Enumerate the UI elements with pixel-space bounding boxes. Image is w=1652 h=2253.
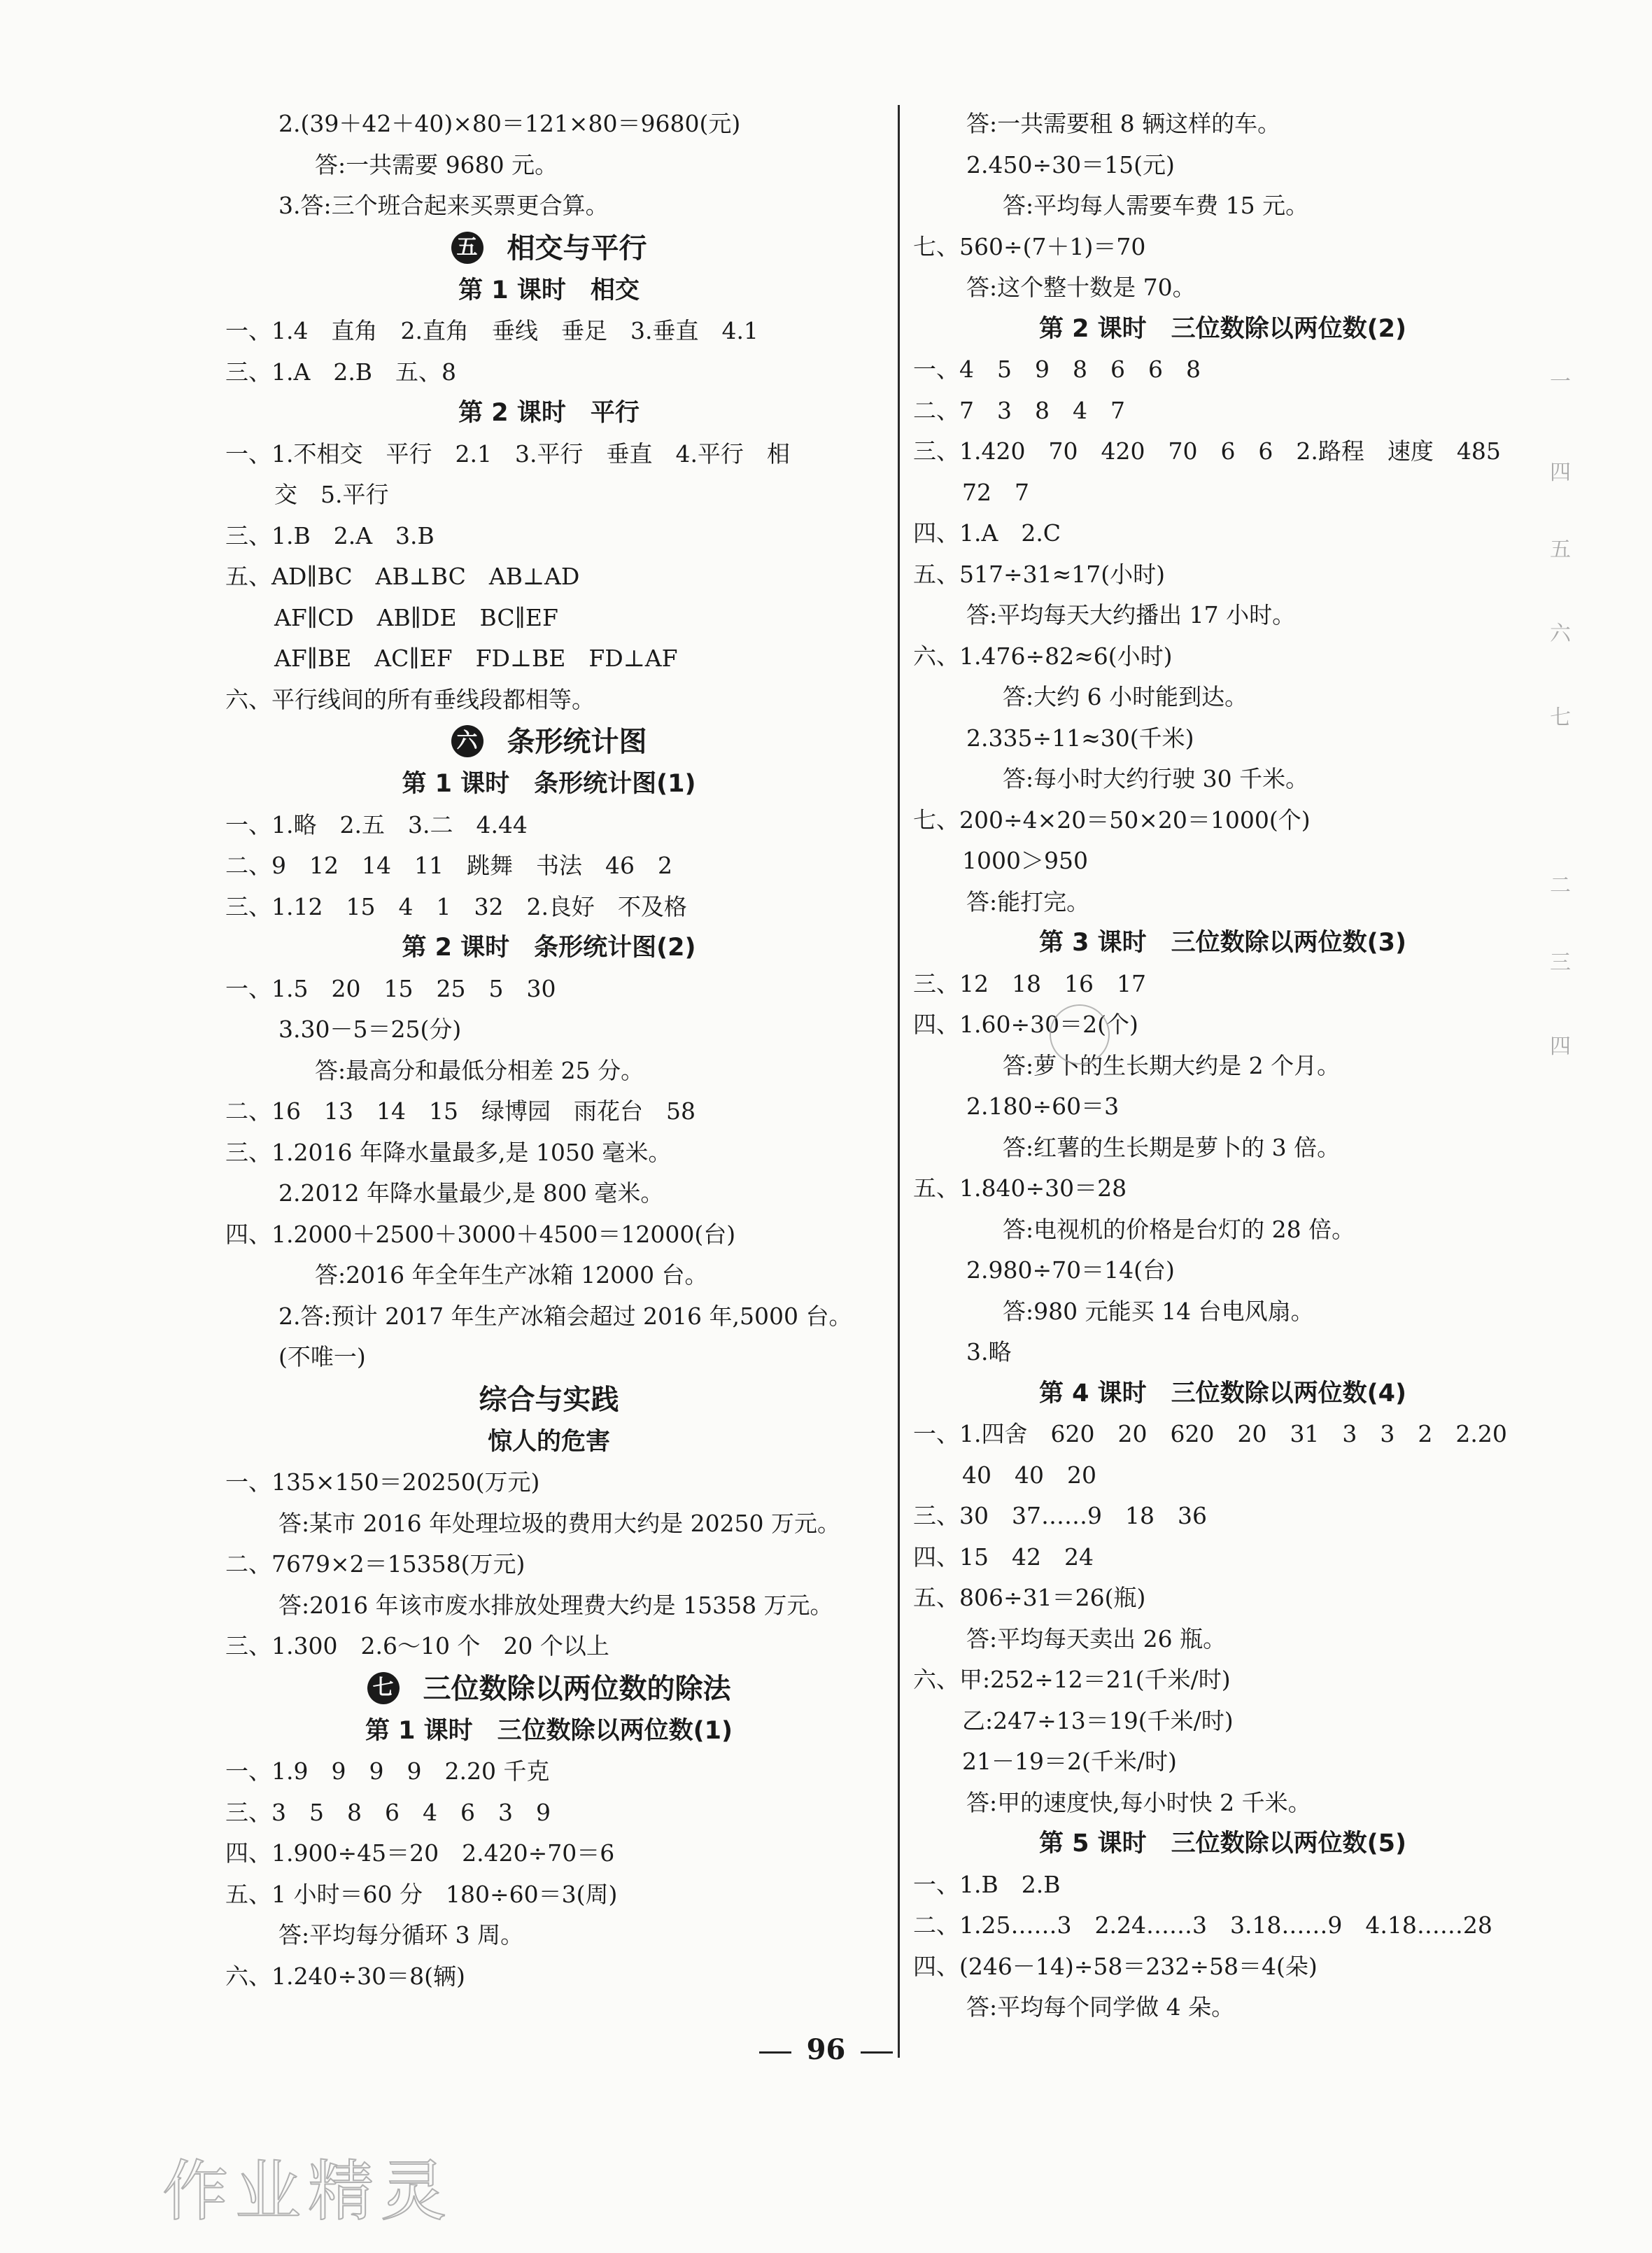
answer-line: 六、1.240÷30＝8(辆) bbox=[225, 1962, 465, 1990]
answer-line: 答:每小时大约行驶 30 千米。 bbox=[1003, 765, 1309, 792]
answer-line: 五、517÷31≈17(小时) bbox=[913, 560, 1166, 588]
section-heading bbox=[225, 1667, 873, 1711]
answer-line: 一、1.4 直角 2.直角 垂线 垂足 3.垂直 4.1 bbox=[225, 317, 758, 344]
lesson-heading: 第 2 课时 平行 bbox=[458, 399, 640, 427]
page-number-dash-left bbox=[759, 2051, 791, 2054]
answer-line: 答:2016 年该市废水排放处理费大约是 15358 万元。 bbox=[278, 1591, 833, 1619]
answer-line: 一、1.四舍 620 20 620 20 31 3 3 2 2.20 bbox=[913, 1420, 1507, 1447]
answer-line: 三、1.300 2.6～10 个 20 个以上 bbox=[225, 1632, 609, 1659]
answer-line: 三、3 5 8 6 4 6 3 9 bbox=[225, 1798, 551, 1826]
watermark-stamp bbox=[1050, 1004, 1110, 1065]
lesson-heading: 惊人的危害 bbox=[487, 1427, 610, 1456]
answer-line: 三、1.12 15 4 1 32 2.良好 不及格 bbox=[225, 892, 687, 920]
answer-line: 1000＞950 bbox=[962, 847, 1088, 874]
answer-line: 六、1.476÷82≈6(小时) bbox=[913, 642, 1173, 670]
answer-line: AF∥BE AC∥EF FD⊥BE FD⊥AF bbox=[274, 645, 678, 672]
left-column bbox=[225, 104, 873, 1997]
margin-mark: 四 bbox=[1550, 1034, 1571, 1059]
section-number-badge: 六 bbox=[451, 725, 483, 757]
answer-line: 答:甲的速度快,每小时快 2 千米。 bbox=[966, 1788, 1311, 1816]
answer-line: 答:平均每分循环 3 周。 bbox=[278, 1921, 524, 1949]
answer-line: 交 5.平行 bbox=[274, 481, 389, 508]
answer-line: 四、1.A 2.C bbox=[913, 519, 1061, 547]
answer-line: 乙:247÷13＝19(千米/时) bbox=[962, 1706, 1234, 1734]
answer-line: 四、(246－14)÷58＝232÷58＝4(朵) bbox=[913, 1952, 1318, 1980]
answer-line: 2.2012 年降水量最少,是 800 毫米。 bbox=[278, 1179, 664, 1207]
margin-mark: 七 bbox=[1550, 706, 1571, 730]
answer-line: AF∥CD AB∥DE BC∥EF bbox=[274, 603, 558, 631]
answer-line: 2.980÷70＝14(台) bbox=[966, 1256, 1175, 1284]
lesson-heading: 第 4 课时 三位数除以两位数(4) bbox=[1038, 1379, 1407, 1408]
section-heading-text: 三位数除以两位数的除法 bbox=[423, 1672, 731, 1705]
watermark-logo: 作业精灵 bbox=[162, 2154, 454, 2230]
answer-line: 三、1.A 2.B 五、8 bbox=[225, 358, 457, 386]
answer-line: 答:某市 2016 年处理垃圾的费用大约是 20250 万元。 bbox=[278, 1509, 841, 1537]
answer-line: 一、1.B 2.B bbox=[913, 1870, 1061, 1898]
answer-line: 一、4 5 9 8 6 6 8 bbox=[913, 356, 1201, 383]
answer-line: 答:平均每人需要车费 15 元。 bbox=[1003, 192, 1309, 219]
margin-mark: 三 bbox=[1550, 950, 1571, 975]
answer-line: 七、560÷(7＋1)＝70 bbox=[913, 232, 1146, 260]
answer-line: 答:最高分和最低分相差 25 分。 bbox=[315, 1056, 644, 1084]
section-number-badge: 七 bbox=[367, 1672, 400, 1704]
answer-line: 答:平均每个同学做 4 朵。 bbox=[966, 1993, 1235, 2021]
margin-mark: 一 bbox=[1550, 370, 1571, 394]
page-number bbox=[0, 2033, 1652, 2066]
answer-line: 一、135×150＝20250(万元) bbox=[225, 1468, 540, 1496]
answer-line: 3.30－5＝25(分) bbox=[278, 1016, 462, 1043]
answer-line: 四、1.2000＋2500＋3000＋4500＝12000(台) bbox=[225, 1220, 736, 1248]
answer-line: 七、200÷4×20＝50×20＝1000(个) bbox=[913, 806, 1311, 834]
answer-line: 五、AD∥BC AB⊥BC AB⊥AD bbox=[225, 563, 580, 590]
lesson-heading: 第 1 课时 三位数除以两位数(1) bbox=[365, 1716, 733, 1745]
answer-line: 六、甲:252÷12＝21(千米/时) bbox=[913, 1666, 1231, 1693]
answer-line: 一、1.略 2.五 3.二 4.44 bbox=[225, 810, 528, 838]
answer-line: 三、12 18 16 17 bbox=[913, 969, 1146, 997]
page-number-dash-right bbox=[861, 2051, 893, 2054]
answer-line: 答:2016 年全年生产冰箱 12000 台。 bbox=[315, 1261, 708, 1289]
lesson-heading: 第 2 课时 三位数除以两位数(2) bbox=[1038, 314, 1407, 343]
answer-line: 答:一共需要租 8 辆这样的车。 bbox=[966, 110, 1281, 137]
answer-line: 五、1.840÷30＝28 bbox=[913, 1174, 1127, 1202]
answer-line: 答:红薯的生长期是萝卜的 3 倍。 bbox=[1003, 1133, 1341, 1161]
answer-line: 五、1 小时＝60 分 180÷60＝3(周) bbox=[225, 1880, 618, 1908]
lesson-heading: 第 1 课时 相交 bbox=[458, 276, 640, 304]
margin-mark: 二 bbox=[1550, 873, 1571, 898]
section-heading bbox=[225, 227, 873, 270]
answer-line: 2.450÷30＝15(元) bbox=[966, 150, 1175, 178]
answer-line: 答:一共需要 9680 元。 bbox=[315, 150, 558, 178]
section-heading bbox=[225, 1378, 873, 1422]
answer-line: 一、1.不相交 平行 2.1 3.平行 垂直 4.平行 相 bbox=[225, 440, 790, 468]
margin-mark: 六 bbox=[1550, 622, 1571, 646]
section-heading-text: 相交与平行 bbox=[507, 232, 647, 265]
answer-line: 二、16 13 14 15 绿博园 雨花台 58 bbox=[225, 1097, 696, 1125]
lesson-heading: 第 2 课时 条形统计图(2) bbox=[402, 934, 696, 962]
margin-mark: 五 bbox=[1550, 538, 1571, 562]
section-number-badge: 五 bbox=[451, 232, 483, 264]
answer-line: 答:平均每天大约播出 17 小时。 bbox=[966, 601, 1296, 629]
answer-line: 2.335÷11≈30(千米) bbox=[966, 724, 1194, 752]
answer-line: 答:能打完。 bbox=[966, 887, 1090, 915]
answer-line: 答:电视机的价格是台灯的 28 倍。 bbox=[1003, 1215, 1355, 1243]
answer-line: 一、1.9 9 9 9 2.20 千克 bbox=[225, 1757, 550, 1785]
answer-line: 三、30 37……9 18 36 bbox=[913, 1502, 1207, 1529]
answer-line: 答:980 元能买 14 台电风扇。 bbox=[1003, 1297, 1314, 1325]
answer-line: 三、1.420 70 420 70 6 6 2.路程 速度 485 bbox=[913, 437, 1501, 465]
answer-line: 2.(39＋42＋40)×80＝121×80＝9680(元) bbox=[278, 110, 741, 137]
column-divider bbox=[898, 105, 900, 2058]
answer-line: 40 40 20 bbox=[962, 1461, 1096, 1489]
answer-line: 四、15 42 24 bbox=[913, 1543, 1094, 1571]
answer-line: 答:大约 6 小时能到达。 bbox=[1003, 683, 1248, 710]
answer-line: 二、9 12 14 11 跳舞 书法 46 2 bbox=[225, 852, 672, 879]
answer-line: 答:这个整十数是 70。 bbox=[966, 274, 1196, 301]
section-heading-text: 条形统计图 bbox=[507, 726, 647, 758]
answer-line: 四、1.60÷30＝2(个) bbox=[913, 1011, 1138, 1038]
lesson-heading: 第 3 课时 三位数除以两位数(3) bbox=[1038, 929, 1407, 957]
right-column bbox=[913, 104, 1532, 2028]
answer-line: 二、7 3 8 4 7 bbox=[913, 396, 1125, 424]
answer-line: 21－19＝2(千米/时) bbox=[962, 1748, 1177, 1775]
lesson-heading: 第 5 课时 三位数除以两位数(5) bbox=[1038, 1830, 1407, 1858]
margin-mark: 四 bbox=[1550, 461, 1571, 485]
answer-line: 2.180÷60＝3 bbox=[966, 1093, 1120, 1120]
answer-line: 答:平均每天卖出 26 瓶。 bbox=[966, 1624, 1227, 1652]
answer-line: 3.答:三个班合起来买票更合算。 bbox=[278, 192, 609, 219]
answer-line: 二、7679×2＝15358(万元) bbox=[225, 1550, 525, 1578]
answer-line: 五、806÷31＝26(瓶) bbox=[913, 1584, 1146, 1611]
answer-line: 三、1.2016 年降水量最多,是 1050 毫米。 bbox=[225, 1138, 672, 1166]
section-heading bbox=[225, 720, 873, 764]
lesson-heading: 第 1 课时 条形统计图(1) bbox=[402, 770, 696, 798]
answer-line: 3.略 bbox=[966, 1338, 1012, 1366]
answer-line: 六、平行线间的所有垂线段都相等。 bbox=[225, 685, 595, 713]
answer-line: 72 7 bbox=[962, 478, 1029, 506]
answer-line: 答:萝卜的生长期大约是 2 个月。 bbox=[1003, 1051, 1341, 1079]
page-number-value: 96 bbox=[806, 2033, 846, 2066]
answer-line: 2.答:预计 2017 年生产冰箱会超过 2016 年,5000 台。 bbox=[278, 1302, 852, 1330]
answer-line: 二、1.25……3 2.24……3 3.18……9 4.18……28 bbox=[913, 1911, 1492, 1939]
answer-line: 三、1.B 2.A 3.B bbox=[225, 521, 435, 549]
section-heading-text: 综合与实践 bbox=[479, 1383, 619, 1416]
answer-line: 一、1.5 20 15 25 5 30 bbox=[225, 974, 556, 1002]
answer-line: (不唯一) bbox=[278, 1343, 366, 1370]
answer-line: 四、1.900÷45＝20 2.420÷70＝6 bbox=[225, 1839, 615, 1867]
